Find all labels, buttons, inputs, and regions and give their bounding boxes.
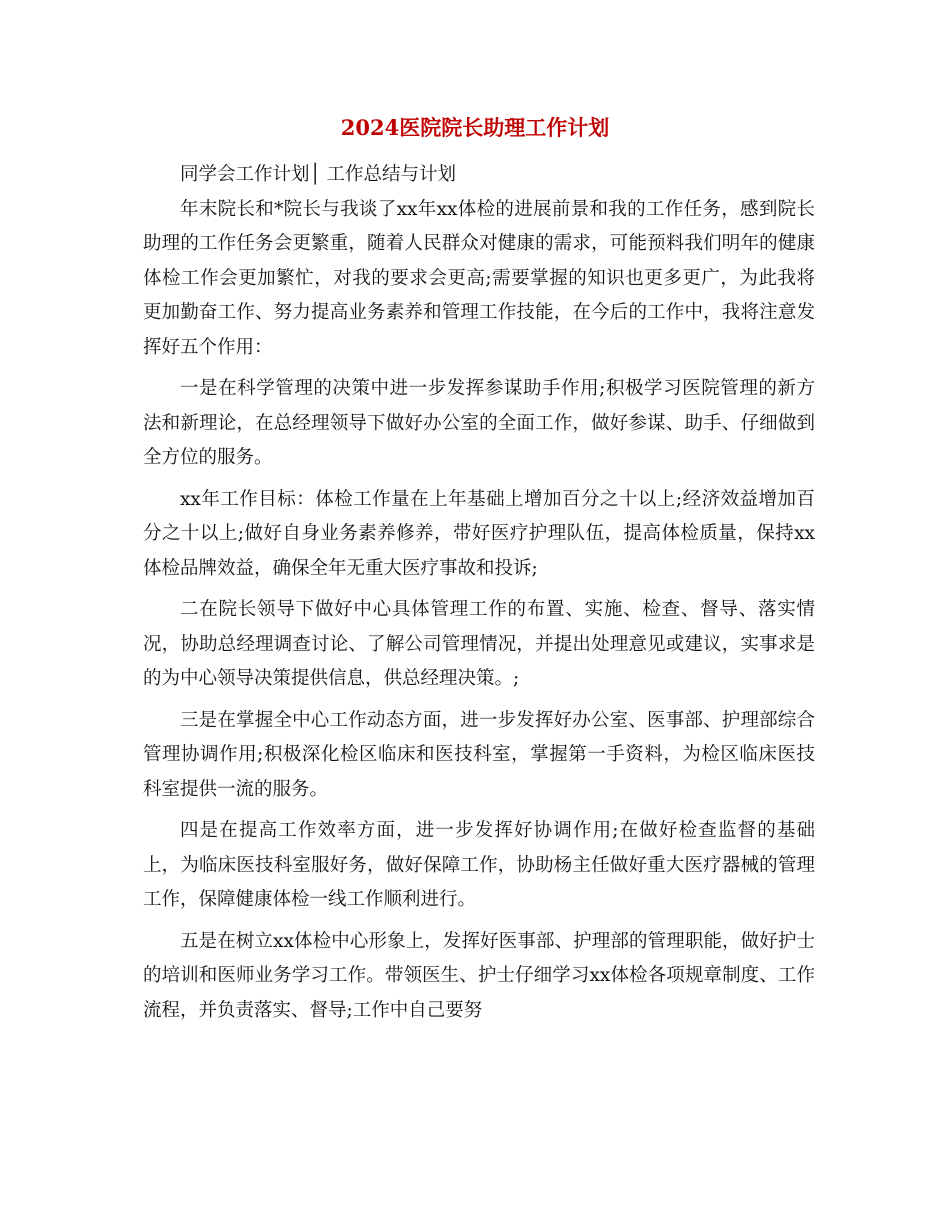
paragraph: 五是在树立xx体检中心形象上，发挥好医事部、护理部的管理职能，做好护士的培训和医师业务学习工作。带领医生、护士仔细学习xx体检各项规章制度、工作流程，并负责落实、督导;工作中自己要努 xyxy=(143,930,815,1021)
paragraph: 二在院长领导下做好中心具体管理工作的布置、实施、检查、督导、落实情况，协助总经理调查讨论、了解公司管理情况，并提出处理意见或建议，实事求是的为中心领导决策提供信息，供总经理决策。; xyxy=(143,599,815,689)
paragraph: 三是在掌握全中心工作动态方面，进一步发挥好办公室、医事部、护理部综合管理协调作用;积极深化检区临床和医技科室，掌握第一手资料，为检区临床医技科室提供一流的服务。 xyxy=(143,709,815,800)
document-title: 2024医院院长助理工作计划 xyxy=(340,115,610,140)
paragraph: 四是在提高工作效率方面，进一步发挥好协调作用;在做好检查监督的基础上，为临床医技科室服好务，做好保障工作，协助杨主任做好重大医疗器械的管理工作，保障健康体检一线工作顺利进行。 xyxy=(143,820,815,910)
paragraph: 一是在科学管理的决策中进一步发挥参谋助手作用;积极学习医院管理的新方法和新理论，在总经理领导下做好办公室的全面工作，做好参谋、助手、仔细做到全方位的服务。 xyxy=(143,378,815,468)
document-body xyxy=(143,158,815,1035)
paragraph: 年末院长和*院长与我谈了xx年xx体检的进展前景和我的工作任务，感到院长助理的工作任务会更繁重，随着人民群众对健康的需求，可能预料我们明年的健康体检工作会更加繁忙，对我的要求会更高;需要掌握的知识也更多更广，为此我将更加勤奋工作、努力提高业务素养和管理工作技能，在今后的工作中，我将注意发挥好五个作用： xyxy=(143,198,815,358)
paragraph: xx年工作目标：体检工作量在上年基础上增加百分之十以上;经济效益增加百分之十以上;做好自身业务素养修养，带好医疗护理队伍，提高体检质量，保持xx体检品牌效益，确保全年无重大医疗事故和投诉; xyxy=(143,488,815,579)
document-subtitle: 同学会工作计划│ 工作总结与计划 xyxy=(180,164,457,185)
